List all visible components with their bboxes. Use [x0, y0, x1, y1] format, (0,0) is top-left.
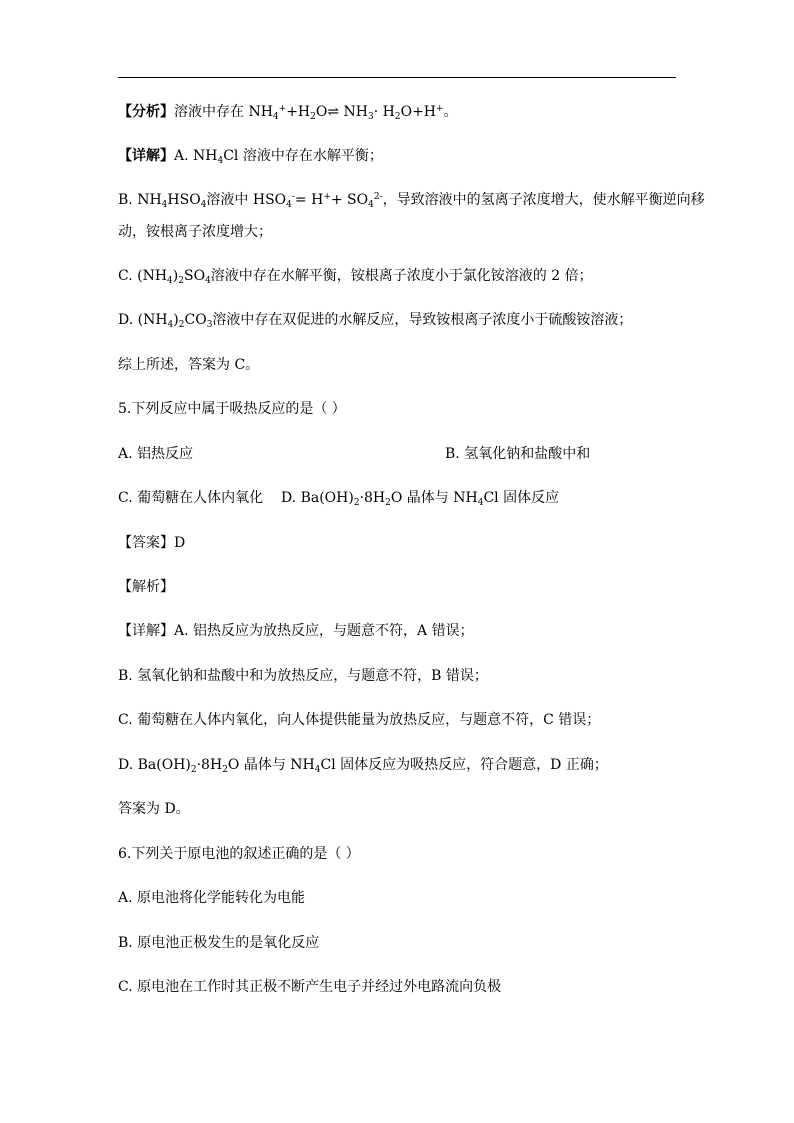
summary-line: 综上所述，答案为 C。	[118, 357, 260, 373]
detail-b-cont-line: 动，铵根离子浓度增大；	[118, 224, 272, 240]
detail-c-line: C. $(NH_4)_2SO_4$溶液中存在水解平衡，铵根离子浓度小于氯化铵溶液的 2 倍；	[118, 268, 593, 286]
detail-a-line: 【详解】A. $NH_4Cl$ 溶液中存在水解平衡；	[118, 148, 383, 166]
q5-conclusion: 答案为 D。	[118, 801, 190, 817]
detail-d-line: D. $(NH_4)_2CO_3$溶液中存在双促进的水解反应，导致铵根离子浓度小于硫酸铵溶液；	[118, 312, 633, 330]
q5-option-c: C. 葡萄糖在人体内氧化	[118, 490, 264, 506]
q5-option-a: A. 铝热反应	[118, 446, 194, 462]
q6-option-c: C. 原电池在工作时其正极不断产生电子并经过外电路流向负极	[118, 979, 502, 995]
detail-b-line: B. $NH_4HSO_4$溶液中 $HSO_4^-= H^++ SO_4^{2-}$，导致溶液中的氢离子浓度增大，使水解平衡逆向移	[118, 192, 705, 210]
q5-option-row-cd	[118, 489, 559, 507]
analysis-line: 【分析】溶液中存在 $NH_4^++H_2O\rightleftharpoons$ $NH_3\cdot H_2O+H^+$。	[118, 104, 458, 122]
question-6-stem: 6.下列关于原电池的叙述正确的是（ ）	[118, 846, 360, 862]
q5-jiexi-label: 【解析】	[118, 579, 174, 595]
header-rule	[118, 77, 676, 78]
analysis-label: 【分析】	[118, 104, 174, 120]
detail-label: 【详解】	[118, 148, 174, 164]
q5-detail-c: C. 葡萄糖在人体内氧化，向人体提供能量为放热反应，与题意不符，C 错误；	[118, 712, 601, 728]
q6-option-b: B. 原电池正极发生的是氧化反应	[118, 935, 320, 951]
q5-option-b: B. 氢氧化钠和盐酸中和	[445, 446, 591, 462]
q6-option-a: A. 原电池将化学能转化为电能	[118, 890, 306, 906]
q5-detail-b: B. 氢氧化钠和盐酸中和为放热反应，与题意不符，B 错误；	[118, 668, 488, 684]
q5-detail-d: D. $Ba(OH)_2\cdot 8H_2O$ 晶体与 $NH_4Cl$ 固体反应为吸热反应，符合题意，D 正确；	[118, 757, 608, 775]
question-5-stem: 5.下列反应中属于吸热反应的是（ ）	[118, 401, 346, 417]
q5-option-d: D. $Ba(OH)_2\cdot 8H_2O$ 晶体与 $NH_4Cl$ 固体反应	[280, 490, 560, 508]
q5-answer: 【答案】D	[118, 535, 186, 551]
q5-detail-a: 【详解】A. 铝热反应为放热反应，与题意不符，A 错误；	[118, 623, 474, 639]
